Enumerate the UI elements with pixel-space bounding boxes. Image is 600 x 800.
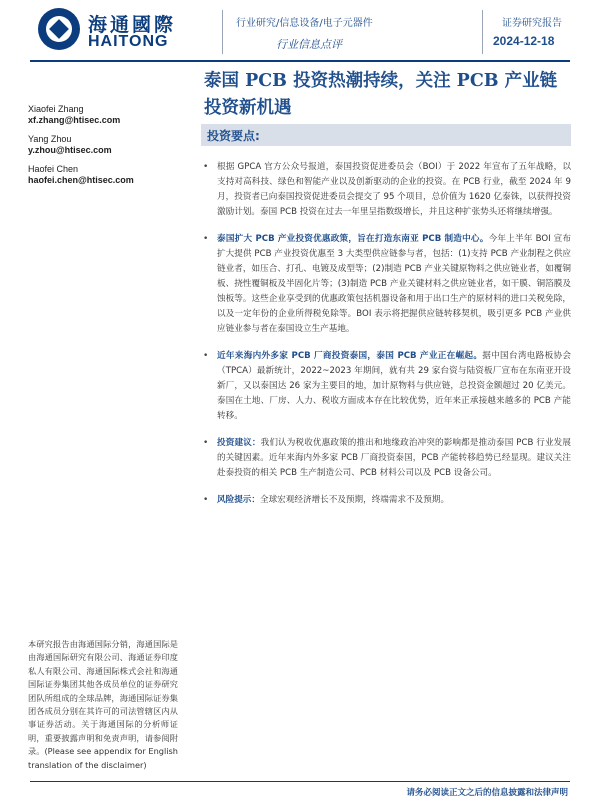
bullet-dot-icon: • xyxy=(203,438,209,448)
bullet-lead: 泰国扩大 PCB 产业投资优惠政策，旨在打造东南亚 PCB 制造中心。 xyxy=(217,234,489,244)
haitong-logo-icon xyxy=(38,8,80,50)
bullet-item xyxy=(201,436,571,481)
bullet-text: 全球宏观经济增长不及预期，终端需求不及预期。 xyxy=(259,495,450,505)
bullet-text: 根据 GPCA 官方公众号报道，泰国投资促进委员会（BOI）于 2022 年宣布了五年战略，以支持对高科技、绿色和智能产业以及创新驱动的企业的投资。在 PCB 行业，截至 2024 年 9 月，投资者已向泰国投资促进委员会提交了 95 个项目，总价值为 1620 亿泰铢，以获得投资激励计划。泰国 PCB 投资在过去一年里呈指数级增长，并且这种扩张势头还将继续增强。 xyxy=(217,162,571,217)
report-series: 证券研究报告 xyxy=(502,18,562,29)
report-header xyxy=(0,0,600,62)
bullet-lead: 风险提示： xyxy=(217,495,260,505)
bullet-dot-icon: • xyxy=(203,495,209,505)
haitong-logo xyxy=(38,8,198,52)
bullet-dot-icon: • xyxy=(203,234,209,244)
bullet-item xyxy=(201,232,571,337)
author-email[interactable]: xf.zhang@htisec.com xyxy=(28,115,121,125)
author-list xyxy=(28,104,178,194)
report-date: 2024-12-18 xyxy=(493,34,555,48)
bullet-dot-icon: • xyxy=(203,351,209,361)
author-name: Haofei Chen xyxy=(28,164,79,174)
report-type: 行业信息点评 xyxy=(276,38,342,51)
report-title: 泰国 PCB 投资热潮持续，关注 PCB 产业链投资新机遇 xyxy=(204,71,558,118)
bullet-dot-icon: • xyxy=(203,162,209,172)
author-entry xyxy=(28,164,178,186)
header-divider xyxy=(222,10,223,54)
header-divider xyxy=(482,10,483,54)
author-name: Xiaofei Zhang xyxy=(28,104,84,114)
author-entry xyxy=(28,134,178,156)
bullet-text: 我们认为税收优惠政策的推出和地缘政治冲突的影响都是推动泰国 PCB 行业发展的关键因素。近年来海内外多家 PCB 厂商投资泰国，PCB 产能转移趋势已经显现。建议关注赴泰投资的相关 PCB 生产制造公司、PCB 材料公司以及 PCB 设备公司。 xyxy=(217,438,571,478)
logo-chinese-text: 海通國際 xyxy=(88,14,177,36)
logo-english-text: HAITONG xyxy=(88,33,169,50)
bullet-text: 今年上半年 BOI 宣布扩大提供 PCB 产业投资优惠至 3 大类型供应链参与者，包括：(1)支持 PCB 产业制程之供应链业者，如压合、打孔、电镀及成型等；(2)制造 PCB 产业关键原物料之供应链业者，如覆铜板、挠性覆铜板及半固化片等；(3)制造 PCB 产业关键材料之供应链业者，如干膜、铜箔膜及蚀板等。这些企业享受到的优惠政策包括机器设备和用于出口生产的原材料的进口关税免除，以及一定年份的企业所得税免除等。BOI 表示将把握供应链转移契机，吸引更多 PCB 产业供应链业参与者在泰国设立生产基地。 xyxy=(217,234,571,334)
footer-rule xyxy=(30,781,570,782)
bullet-item xyxy=(201,493,571,508)
bullet-lead: 近年来海内外多家 PCB 厂商投资泰国，泰国 PCB 产业正在崛起。 xyxy=(217,351,483,361)
key-points-header xyxy=(201,124,571,146)
author-email[interactable]: haofei.chen@htisec.com xyxy=(28,175,134,185)
bullet-item xyxy=(201,349,571,424)
footer-notice: 请务必阅读正文之后的信息披露和法律声明 xyxy=(406,788,568,798)
key-points-label: 投资要点: xyxy=(207,129,260,143)
bullet-text: 据中国台湾电路板协会（TPCA）最新统计，2022~2023 年期间，就有共 29 家台资与陆资板厂宣布在东南亚开设新厂，又以泰国达 26 家为主要目的地，加计原物料与供应链，总投资金额超过 20 亿美元。泰国在土地、厂房、人力、税收方面成本存在比较优势，近年来正承接越来越多的 PCB 产能转移。 xyxy=(217,351,571,421)
author-name: Yang Zhou xyxy=(28,134,72,144)
header-rule xyxy=(30,60,570,62)
bullet-lead: 投资建议： xyxy=(217,438,261,448)
author-entry xyxy=(28,104,178,126)
key-points-list xyxy=(201,160,571,520)
report-categories: 行业研究/信息设备/电子元器件 xyxy=(236,18,373,29)
distribution-disclaimer: 本研究报告由海通国际分销，海通国际是由海通国际研究有限公司、海通证券印度私人有限公司、海通国际株式会社和海通国际证券集团其他各成员单位的证券研究团队所组成的全球品牌，海通国际证券集团各成员分别在其许可的司法管辖区内从事证券活动。关于海通国际的分析师证明，重要披露声明和免责声明，请参阅附录。(Please see appendix for English translation of the disclaimer) xyxy=(28,639,178,770)
author-email[interactable]: y.zhou@htisec.com xyxy=(28,145,112,155)
bullet-item xyxy=(201,160,571,220)
